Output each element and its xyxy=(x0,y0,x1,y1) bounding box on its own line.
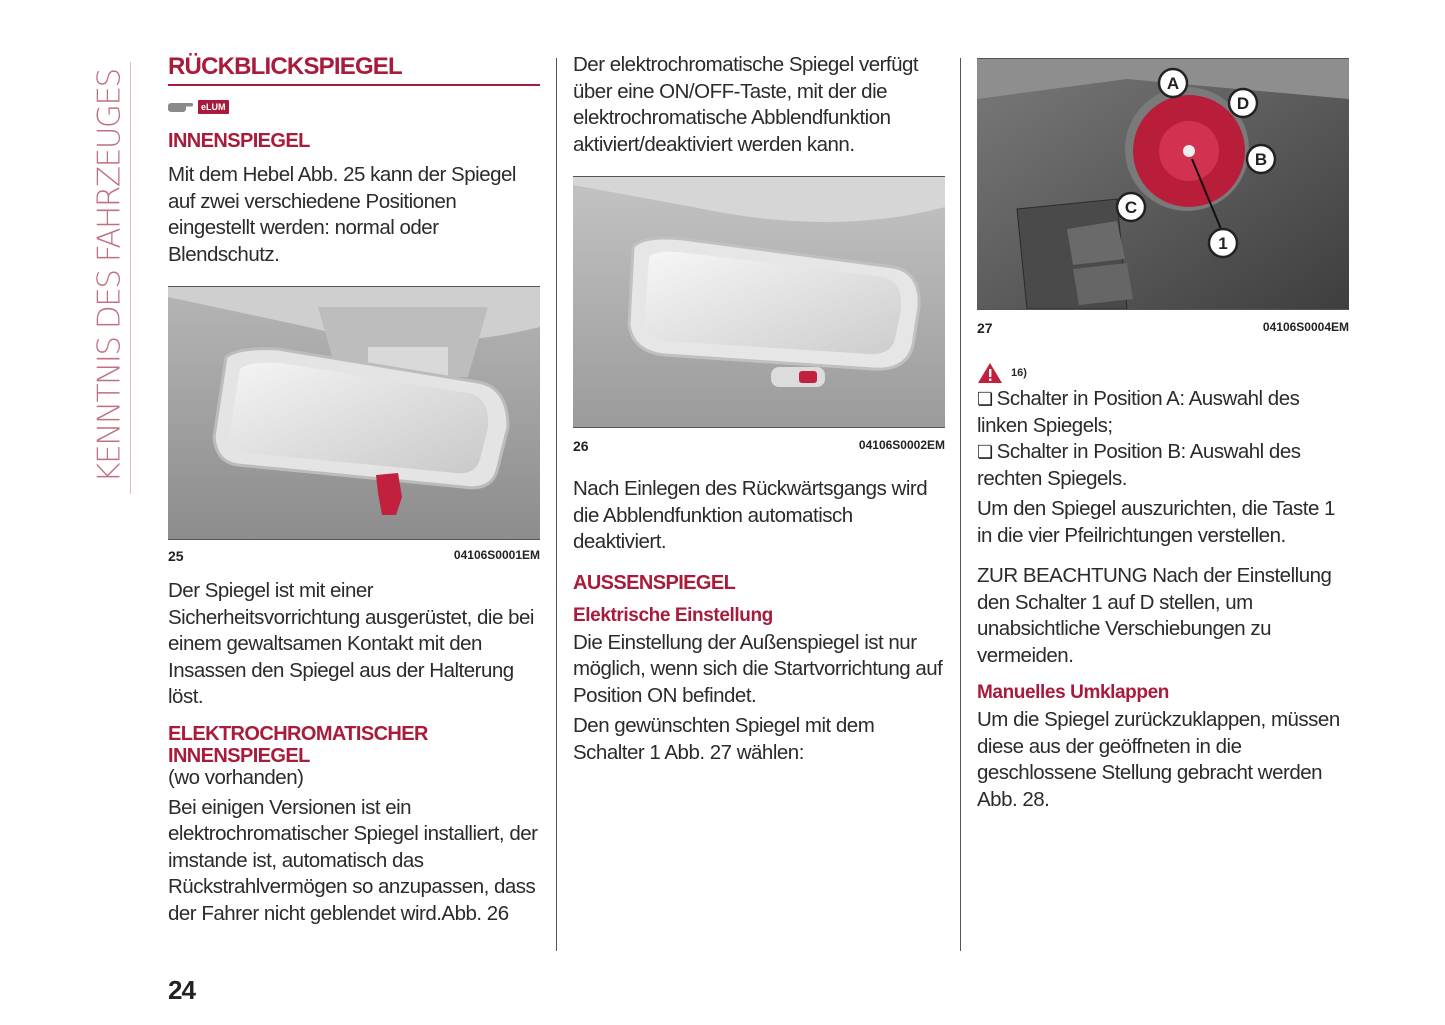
page-title: RÜCKBLICKSPIEGEL xyxy=(168,52,540,86)
figure-26 xyxy=(573,176,945,428)
electrochromic-mirror-illustration xyxy=(573,177,945,427)
figure-27 xyxy=(977,58,1349,310)
figure-25-caption xyxy=(168,548,540,564)
column-2 xyxy=(573,52,945,766)
figure-25 xyxy=(168,286,540,540)
column-3 xyxy=(977,52,1349,813)
heading-aussenspiegel: AUSSENSPIEGEL xyxy=(573,571,736,594)
figure-code: 04106S0001EM xyxy=(453,548,540,562)
paragraph-zur-beachtung: ZUR BEACHTUNG Nach der Einstellung den Schalter 1 auf D stellen, um unabsichtliche Verschiebungen zu vermeiden. xyxy=(977,564,1332,667)
fig-label-1: 1 xyxy=(1218,234,1228,253)
paragraph-sicherheit: Der Spiegel ist mit einer Sicherheitsvorrichtung ausgerüstet, die bei einem gewaltsamen Kontakt mit den Insassen den Spiegel aus der Halterung löst. xyxy=(168,579,534,708)
paragraph-schalter-waehlen: Den gewünschten Spiegel mit dem Schalter 1 Abb. 27 wählen: xyxy=(573,714,875,764)
figure-number: 25 xyxy=(168,548,184,564)
fig-label-c: C xyxy=(1124,198,1138,217)
paragraph-ausrichten: Um den Spiegel auszurichten, die Taste 1 in die vier Pfeilrichtungen verstellen. xyxy=(977,497,1335,547)
column-1 xyxy=(168,52,540,927)
paragraph-einstellung: Die Einstellung der Außenspiegel ist nur möglich, wenn sich die Startvorrichtung auf Position ON befindet. xyxy=(573,630,943,707)
bullet-position-b: ❏ Schalter in Position B: Auswahl des rechten Spiegels. xyxy=(977,439,1349,492)
paragraph-innenspiegel: Mit dem Hebel Abb. 25 kann der Spiegel auf zwei verschiedene Positionen eingestellt werden: normal oder Blendschutz. xyxy=(168,163,516,266)
subheading-elektrische-einstellung: Elektrische Einstellung xyxy=(573,604,773,626)
heading-line-1: ELEKTROCHROMATISCHER xyxy=(168,722,428,745)
fig-label-d: D xyxy=(1236,94,1250,113)
bullet-position-a: ❏ Schalter in Position A: Auswahl des linken Spiegels; xyxy=(977,386,1349,439)
mirror-switch-illustration xyxy=(977,59,1349,309)
warning-number: 16) xyxy=(1011,367,1027,379)
figure-code: 04106S0004EM xyxy=(1262,320,1349,334)
column-divider xyxy=(960,58,961,951)
subheading-manuelles-umklappen: Manuelles Umklappen xyxy=(977,682,1169,703)
paragraph-rueckwaertsgang: Nach Einlegen des Rückwärtsgangs wird die Abblendfunktion automatisch deaktiviert. xyxy=(573,477,928,553)
mirror-lever-illustration xyxy=(168,287,540,539)
figure-number: 27 xyxy=(977,320,993,336)
figure-code: 04106S0002EM xyxy=(858,438,945,452)
warning-reference xyxy=(977,362,1349,384)
fig-label-b: B xyxy=(1254,150,1268,169)
side-divider xyxy=(130,62,131,494)
warning-triangle-icon xyxy=(977,362,1003,384)
side-section-title xyxy=(92,60,128,492)
side-title-text: KENNTNIS DES FAHRZEUGES xyxy=(92,69,128,483)
feature-icons xyxy=(168,100,540,114)
heading-elektrochromatisch xyxy=(168,723,540,767)
paragraph-umklappen: Um die Spiegel zurückzuklappen, müssen diese aus der geöffneten in die geschlossene Stellung gebracht werden Abb. 28. xyxy=(977,708,1340,811)
heading-innenspiegel: INNENSPIEGEL xyxy=(168,130,310,152)
pointing-hand-icon xyxy=(168,100,194,114)
column-divider xyxy=(556,58,557,951)
heading-line-2: INNENSPIEGEL xyxy=(168,744,310,767)
paragraph-elektrochromatisch: Bei einigen Versionen ist ein elektrochromatischer Spiegel installiert, der imstande ist, automatisch das Rückstrahlvermögen so anzupassen, dass der Fahrer nicht geblendet wird.Abb. 26 xyxy=(168,795,538,925)
elum-badge: eLUM xyxy=(198,100,229,114)
fig-label-a: A xyxy=(1166,74,1180,93)
figure-26-caption xyxy=(573,438,945,454)
figure-number: 26 xyxy=(573,438,589,454)
figure-27-caption xyxy=(977,320,1349,336)
paragraph-onoff-taste: Der elektrochromatische Spiegel verfügt über eine ON/OFF-Taste, mit der die elektrochromatische Abblendfunktion aktiviert/deaktiviert werden kann. xyxy=(573,53,919,156)
page-number: 24 xyxy=(168,975,195,1005)
where-available-note: (wo vorhanden) xyxy=(168,765,304,789)
